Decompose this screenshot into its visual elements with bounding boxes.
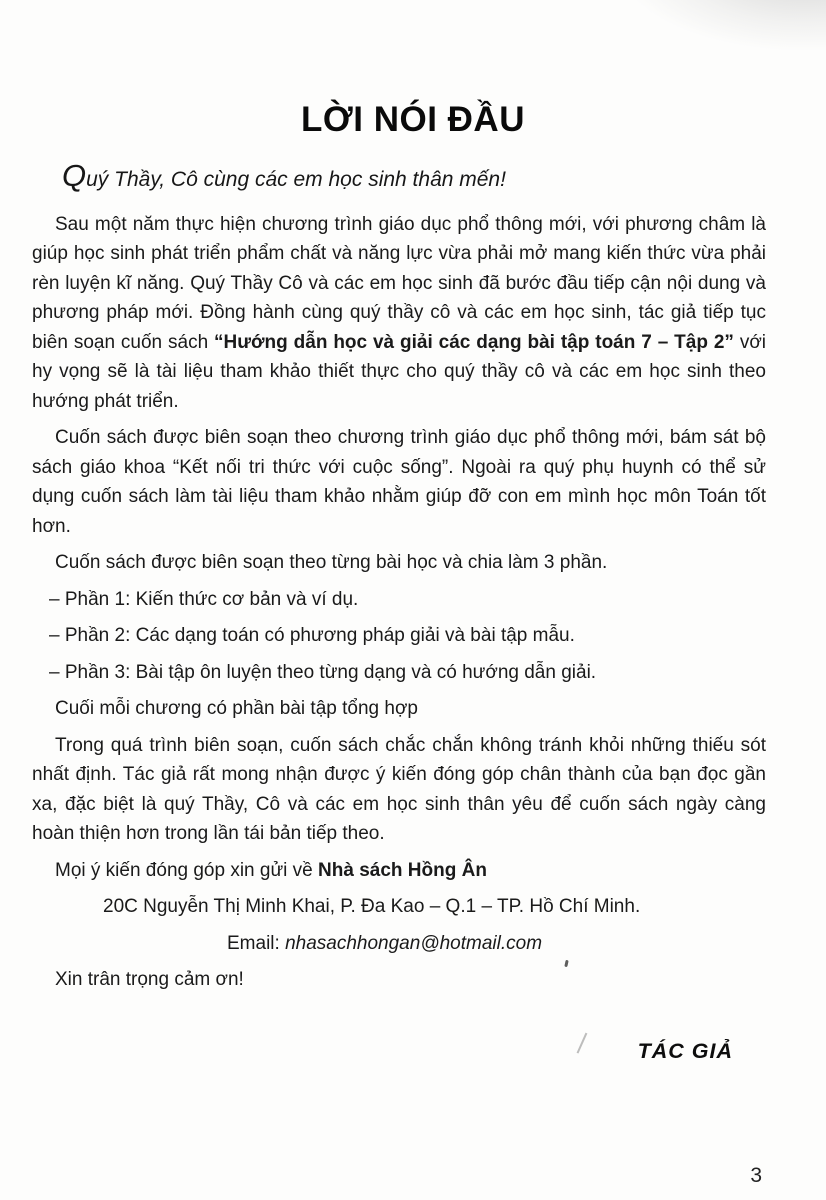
email-label: Email: — [227, 932, 286, 954]
author-signature: TÁC GIẢ — [637, 1038, 733, 1063]
paragraph-intro-text-pre: Sau một năm thực hiện chương trình giáo dục phổ thông mới, với phương châm là giúp học sinh phát triển phẩm chất và năng lực vừa phải mở mang kiến thức vừa phải rèn luyện kĩ năng. Quý Thầy Cô và các em học sinh đã bước đầu tiếp cận nội dung và phương pháp mới. Đồng hành cùng quý thầy cô và các em học sinh, tác giả tiếp tục biên soạn cuốn sách — [32, 213, 766, 353]
paragraph-parts-intro: Cuốn sách được biên soạn theo từng bài học và chia làm 3 phần. — [55, 552, 608, 573]
book-title-inline: “Hướng dẫn học và giải các dạng bài tập toán 7 – Tập 2” — [214, 331, 734, 353]
greeting-drop-cap: Q — [62, 157, 87, 193]
paragraph-intro-text-post: với hy vọng sẽ là tài liệu tham khảo thiết thực cho quý thầy cô và các em học sinh theo hướng phát triển. — [32, 331, 766, 412]
paragraph-contact-text: Mọi ý kiến đóng góp xin gửi về — [55, 859, 319, 881]
paragraph-intro — [32, 210, 766, 417]
paragraph-chapter-note: Cuối mỗi chương có phần bài tập tổng hợp — [55, 698, 418, 719]
email-address: nhasachhongan@hotmail.com — [285, 932, 543, 954]
bookstore-name: Nhà sách Hồng Ân — [318, 859, 487, 881]
paragraph-curriculum: Cuốn sách được biên soạn theo chương trình giáo dục phổ thông mới, bám sát bộ sách giáo khoa “Kết nối tri thức với cuộc sống”. Ngoài ra quý phụ huynh có thể sử dụng cuốn sách làm tài liệu tham khảo nhằm giúp đỡ con em mình học môn Toán tốt hơn. — [32, 427, 766, 537]
list-item-part-2: – Phần 2: Các dạng toán có phương pháp giải và bài tập mẫu. — [49, 625, 575, 646]
page-number: 3 — [750, 1164, 762, 1187]
paragraph-contact — [32, 856, 766, 886]
address-line: 20C Nguyễn Thị Minh Khai, P. Đa Kao – Q.1 – TP. Hồ Chí Minh. — [103, 896, 641, 917]
list-item-part-3: – Phần 3: Bài tập ôn luyện theo từng dạng và có hướng dẫn giải. — [49, 661, 597, 683]
paragraph-feedback: Trong quá trình biên soạn, cuốn sách chắc chắn không tránh khỏi những thiếu sót nhất định. Tác giả rất mong nhận được ý kiến đóng góp chân thành của bạn đọc gần xa, đặc biệt là quý Thầy, Cô và các em học sinh thân yêu để cuốn sách ngày càng hoàn thiện hơn trong lần tái bản tiếp theo. — [32, 734, 766, 844]
thanks-line: Xin trân trọng cảm ơn! — [55, 969, 244, 990]
page-title: LỜI NÓI ĐẦU — [301, 100, 525, 139]
email-line — [227, 929, 826, 959]
greeting-text: uý Thầy, Cô cùng các em học sinh thân mến! — [86, 167, 506, 191]
list-item-part-1: – Phần 1: Kiến thức cơ bản và ví dụ. — [49, 588, 359, 610]
greeting-line — [62, 157, 766, 195]
